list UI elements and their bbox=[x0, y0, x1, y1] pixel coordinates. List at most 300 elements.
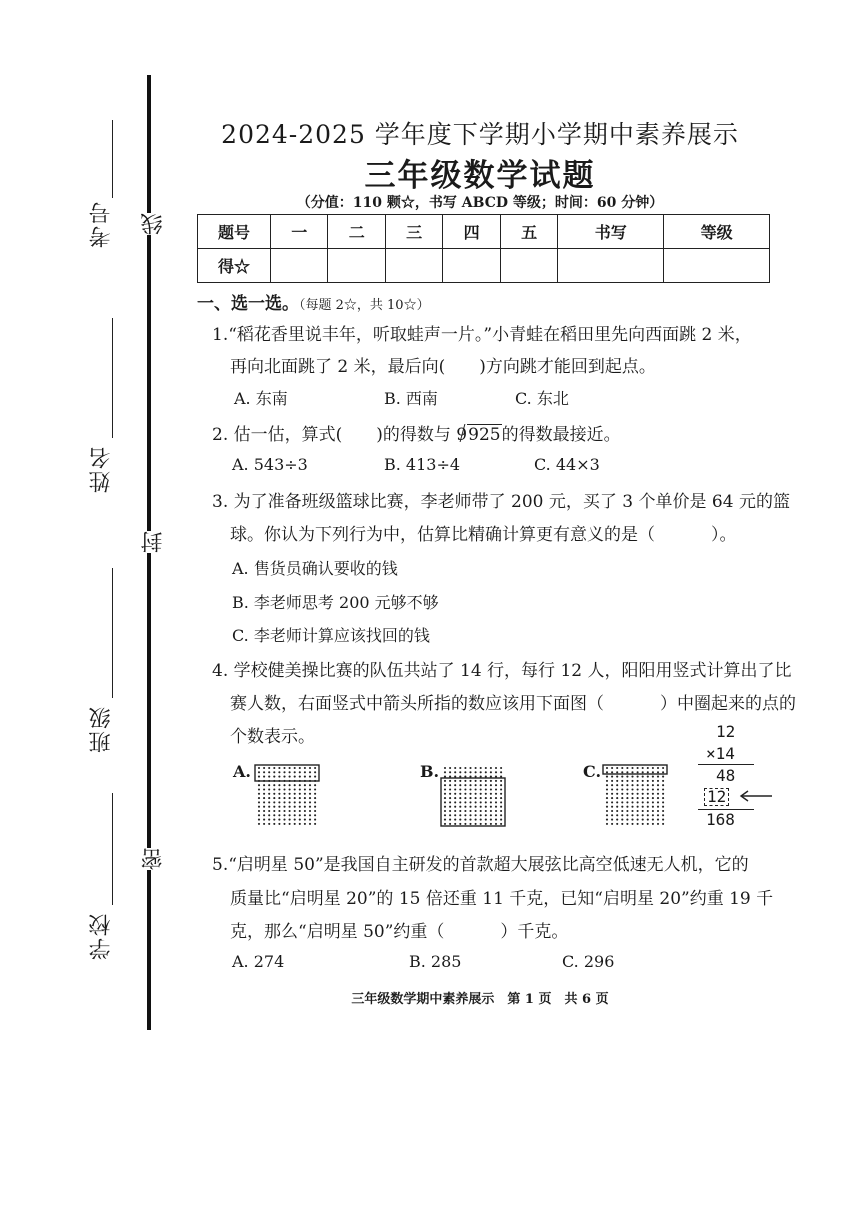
dot bbox=[304, 767, 306, 769]
dot bbox=[263, 771, 265, 773]
q1-option-c[interactable]: C. 东北 bbox=[515, 389, 569, 408]
dot bbox=[637, 810, 639, 812]
dot bbox=[314, 806, 316, 808]
dot bbox=[299, 810, 301, 812]
dot bbox=[657, 810, 659, 812]
dot bbox=[657, 823, 659, 825]
dot bbox=[454, 776, 456, 778]
dot bbox=[273, 793, 275, 795]
dot bbox=[652, 810, 654, 812]
dot bbox=[495, 797, 497, 799]
bind-word-feng: 封 bbox=[141, 531, 166, 553]
dot bbox=[283, 797, 285, 799]
q2-option-a[interactable]: A. 543÷3 bbox=[232, 455, 308, 474]
dot bbox=[611, 793, 613, 795]
dot bbox=[500, 819, 502, 821]
dot bbox=[652, 814, 654, 816]
dot bbox=[454, 788, 456, 790]
dot bbox=[469, 814, 471, 816]
dot bbox=[273, 767, 275, 769]
dot bbox=[299, 771, 301, 773]
dot bbox=[299, 776, 301, 778]
dot bbox=[459, 819, 461, 821]
dot bbox=[616, 823, 618, 825]
dot bbox=[642, 814, 644, 816]
dot bbox=[294, 780, 296, 782]
dot bbox=[454, 793, 456, 795]
dot bbox=[294, 776, 296, 778]
dot bbox=[294, 767, 296, 769]
dot bbox=[449, 810, 451, 812]
dot bbox=[611, 788, 613, 790]
dot bbox=[464, 776, 466, 778]
dot bbox=[495, 784, 497, 786]
dot bbox=[314, 814, 316, 816]
dot bbox=[637, 771, 639, 773]
dot bbox=[652, 776, 654, 778]
dot bbox=[444, 788, 446, 790]
dot bbox=[469, 767, 471, 769]
dot bbox=[611, 801, 613, 803]
dot bbox=[449, 814, 451, 816]
dot bbox=[314, 771, 316, 773]
dot bbox=[490, 806, 492, 808]
dot bbox=[309, 819, 311, 821]
dot bbox=[662, 780, 664, 782]
dot bbox=[273, 776, 275, 778]
dot bbox=[289, 810, 291, 812]
dot bbox=[283, 767, 285, 769]
dot bbox=[263, 784, 265, 786]
q1-option-a[interactable]: A. 东南 bbox=[234, 389, 288, 408]
score-table-score-row bbox=[198, 249, 770, 283]
dot bbox=[480, 814, 482, 816]
q1-line2-a: 再向北面跳了 2 米，最后向( bbox=[230, 357, 446, 377]
q3-option-c[interactable]: C. 李老师计算应该找回的钱 bbox=[232, 626, 430, 645]
dot bbox=[294, 814, 296, 816]
dot bbox=[485, 819, 487, 821]
dot bbox=[485, 793, 487, 795]
dot bbox=[485, 806, 487, 808]
dot bbox=[469, 788, 471, 790]
dot bbox=[289, 780, 291, 782]
score-table-header-row bbox=[198, 215, 770, 249]
dot bbox=[475, 788, 477, 790]
dot bbox=[464, 784, 466, 786]
q4-option-a-label[interactable]: A. bbox=[233, 762, 251, 781]
dot bbox=[647, 784, 649, 786]
dot bbox=[289, 788, 291, 790]
dot bbox=[637, 780, 639, 782]
q5-line3-b: ）千克。 bbox=[500, 922, 569, 942]
dot bbox=[637, 776, 639, 778]
dot bbox=[495, 771, 497, 773]
q4-option-c-dots bbox=[606, 767, 664, 825]
dot bbox=[657, 793, 659, 795]
dot bbox=[642, 776, 644, 778]
dot bbox=[449, 797, 451, 799]
q5-option-b[interactable]: B. 285 bbox=[409, 952, 462, 971]
dot bbox=[616, 776, 618, 778]
dot bbox=[480, 823, 482, 825]
dot bbox=[626, 819, 628, 821]
score-cell[interactable] bbox=[443, 249, 500, 283]
score-header-cell: 五 bbox=[500, 215, 557, 249]
dot bbox=[611, 784, 613, 786]
dot bbox=[464, 780, 466, 782]
dot bbox=[490, 767, 492, 769]
q4-option-a-dots bbox=[258, 767, 316, 825]
dot bbox=[289, 767, 291, 769]
dot bbox=[500, 814, 502, 816]
dot bbox=[283, 810, 285, 812]
dot bbox=[490, 797, 492, 799]
dot bbox=[444, 819, 446, 821]
score-table bbox=[197, 214, 770, 283]
dot bbox=[304, 780, 306, 782]
dot bbox=[606, 788, 608, 790]
dot bbox=[258, 806, 260, 808]
q4-line2-a: 赛人数，右面竖式中箭头所指的数应该用下面图（ bbox=[230, 694, 604, 714]
dot bbox=[304, 788, 306, 790]
dot bbox=[606, 823, 608, 825]
dot bbox=[642, 788, 644, 790]
q1-option-b[interactable]: B. 西南 bbox=[384, 389, 438, 408]
dot bbox=[304, 771, 306, 773]
dot bbox=[485, 810, 487, 812]
dot bbox=[258, 814, 260, 816]
dot bbox=[621, 823, 623, 825]
dot bbox=[268, 806, 270, 808]
dot bbox=[258, 788, 260, 790]
dot bbox=[657, 788, 659, 790]
dot bbox=[631, 797, 633, 799]
dot bbox=[631, 814, 633, 816]
dot bbox=[454, 780, 456, 782]
dot bbox=[444, 793, 446, 795]
dot bbox=[616, 793, 618, 795]
q3-option-a[interactable]: A. 售货员确认要收的钱 bbox=[232, 559, 398, 578]
dot bbox=[304, 819, 306, 821]
dot bbox=[616, 784, 618, 786]
dot bbox=[449, 806, 451, 808]
dot bbox=[480, 780, 482, 782]
dot bbox=[278, 819, 280, 821]
class-label: 班级 bbox=[89, 705, 114, 753]
dot bbox=[606, 819, 608, 821]
dot bbox=[294, 793, 296, 795]
q4-line1: 4. 学校健美操比赛的队伍共站了 14 行，每行 12 人，阳阳用竖式计算出了比 bbox=[212, 661, 792, 681]
dot bbox=[662, 801, 664, 803]
dot bbox=[480, 797, 482, 799]
dot bbox=[454, 806, 456, 808]
dot bbox=[263, 814, 265, 816]
dot bbox=[606, 814, 608, 816]
dot bbox=[299, 801, 301, 803]
score-cell[interactable] bbox=[328, 249, 385, 283]
dot bbox=[621, 806, 623, 808]
dot bbox=[652, 788, 654, 790]
name-label: 姓名 bbox=[89, 445, 114, 493]
score-cell[interactable] bbox=[500, 249, 557, 283]
dot bbox=[616, 797, 618, 799]
dot bbox=[475, 784, 477, 786]
dot bbox=[449, 788, 451, 790]
dot bbox=[500, 771, 502, 773]
dot bbox=[616, 780, 618, 782]
dot bbox=[652, 823, 654, 825]
dot bbox=[631, 767, 633, 769]
dot bbox=[289, 814, 291, 816]
dot bbox=[449, 819, 451, 821]
dot bbox=[642, 819, 644, 821]
dot bbox=[278, 788, 280, 790]
dot bbox=[657, 806, 659, 808]
q5-line3-a: 克，那么“启明星 50”约重（ bbox=[230, 922, 445, 942]
q5-option-c[interactable]: C. 296 bbox=[562, 952, 615, 971]
dot bbox=[611, 771, 613, 773]
dot bbox=[273, 806, 275, 808]
dot bbox=[268, 771, 270, 773]
q4-option-b-label[interactable]: B. bbox=[420, 762, 440, 781]
dot bbox=[469, 776, 471, 778]
dot bbox=[485, 771, 487, 773]
dot bbox=[283, 801, 285, 803]
bind-word-xian: 线 bbox=[141, 213, 166, 235]
dot bbox=[268, 823, 270, 825]
dot bbox=[621, 776, 623, 778]
dot bbox=[258, 780, 260, 782]
dot bbox=[469, 810, 471, 812]
dot bbox=[309, 788, 311, 790]
dot bbox=[444, 776, 446, 778]
exam-title-line1: 2024-2025 学年度下学期小学期中素养展示 bbox=[221, 120, 739, 149]
dot bbox=[278, 806, 280, 808]
dot bbox=[647, 767, 649, 769]
q3-line1: 3. 为了准备班级篮球比赛，李老师带了 200 元，买了 3 个单价是 64 元的篮 bbox=[212, 492, 790, 512]
dot bbox=[258, 819, 260, 821]
dot bbox=[611, 806, 613, 808]
dot bbox=[642, 806, 644, 808]
dot bbox=[263, 788, 265, 790]
dot bbox=[273, 810, 275, 812]
dot bbox=[631, 771, 633, 773]
dot bbox=[459, 780, 461, 782]
dot bbox=[283, 819, 285, 821]
dot bbox=[637, 767, 639, 769]
dot bbox=[449, 776, 451, 778]
dot bbox=[662, 767, 664, 769]
dot bbox=[606, 767, 608, 769]
dot bbox=[304, 793, 306, 795]
dot bbox=[299, 784, 301, 786]
q2-option-b[interactable]: B. 413÷4 bbox=[384, 455, 461, 474]
dot bbox=[294, 806, 296, 808]
dot bbox=[647, 771, 649, 773]
score-header-cell: 四 bbox=[443, 215, 500, 249]
dot bbox=[444, 780, 446, 782]
dot bbox=[500, 788, 502, 790]
dot bbox=[454, 819, 456, 821]
dot bbox=[662, 776, 664, 778]
dot bbox=[647, 780, 649, 782]
q4-line2-b: ）中圈起来的点的 bbox=[660, 694, 796, 714]
dot bbox=[611, 810, 613, 812]
dot bbox=[444, 797, 446, 799]
dot bbox=[475, 780, 477, 782]
dot bbox=[449, 784, 451, 786]
dot bbox=[314, 823, 316, 825]
dot bbox=[631, 776, 633, 778]
section-1-note: （每题 2☆，共 10☆） bbox=[299, 298, 430, 313]
dot bbox=[637, 819, 639, 821]
score-header-cell: 等级 bbox=[664, 215, 770, 249]
dot bbox=[637, 806, 639, 808]
dot bbox=[444, 814, 446, 816]
dot bbox=[469, 801, 471, 803]
dot bbox=[606, 801, 608, 803]
q2-option-c[interactable]: C. 44×3 bbox=[534, 455, 600, 474]
q5-option-a[interactable]: A. 274 bbox=[232, 952, 285, 971]
dot bbox=[283, 823, 285, 825]
dot bbox=[490, 780, 492, 782]
exam-subtitle: （分值：110 颗☆，书写 ABCD 等级；时间：60 分钟） bbox=[296, 195, 664, 211]
name-blank bbox=[112, 318, 113, 438]
dot bbox=[314, 784, 316, 786]
q4-option-c-dot-array[interactable] bbox=[600, 763, 670, 829]
dot bbox=[258, 801, 260, 803]
dot bbox=[626, 823, 628, 825]
dot bbox=[626, 767, 628, 769]
dot bbox=[662, 797, 664, 799]
score-cell[interactable] bbox=[664, 249, 770, 283]
dot bbox=[278, 776, 280, 778]
dot bbox=[289, 806, 291, 808]
dot bbox=[611, 819, 613, 821]
score-cell[interactable] bbox=[271, 249, 328, 283]
dot bbox=[263, 776, 265, 778]
q2-division-bracket bbox=[467, 424, 501, 445]
dot bbox=[611, 797, 613, 799]
dot bbox=[278, 784, 280, 786]
dot bbox=[485, 767, 487, 769]
dot bbox=[631, 823, 633, 825]
dot bbox=[631, 788, 633, 790]
dot bbox=[662, 771, 664, 773]
score-header-cell: 二 bbox=[328, 215, 385, 249]
dot bbox=[490, 793, 492, 795]
dot bbox=[294, 823, 296, 825]
dot bbox=[309, 823, 311, 825]
dot bbox=[459, 767, 461, 769]
dot bbox=[495, 801, 497, 803]
dot bbox=[662, 810, 664, 812]
dot bbox=[475, 771, 477, 773]
dot bbox=[637, 823, 639, 825]
q4-option-c-label[interactable]: C. bbox=[583, 762, 602, 781]
dot bbox=[652, 767, 654, 769]
dot bbox=[616, 819, 618, 821]
score-cell[interactable] bbox=[558, 249, 664, 283]
dot bbox=[475, 823, 477, 825]
dot bbox=[304, 776, 306, 778]
dot bbox=[294, 801, 296, 803]
dot bbox=[626, 801, 628, 803]
dot bbox=[309, 793, 311, 795]
q4-option-a-dot-array[interactable] bbox=[252, 763, 322, 829]
q4-vertical-calc bbox=[690, 722, 760, 832]
dot bbox=[642, 797, 644, 799]
dot bbox=[454, 767, 456, 769]
dot bbox=[459, 793, 461, 795]
dot bbox=[294, 810, 296, 812]
dot bbox=[449, 767, 451, 769]
dot bbox=[309, 797, 311, 799]
dot bbox=[299, 797, 301, 799]
q3-line2-b: ）。 bbox=[711, 525, 737, 545]
dot bbox=[485, 784, 487, 786]
dot bbox=[621, 819, 623, 821]
dot bbox=[616, 788, 618, 790]
dot bbox=[294, 797, 296, 799]
q3-option-b[interactable]: B. 李老师思考 200 元够不够 bbox=[232, 593, 439, 612]
page-footer: 三年级数学期中素养展示 第 1 页 共 6 页 bbox=[351, 992, 609, 1007]
dot bbox=[495, 793, 497, 795]
score-cell[interactable] bbox=[385, 249, 442, 283]
dot bbox=[299, 806, 301, 808]
dot bbox=[616, 771, 618, 773]
dot bbox=[268, 784, 270, 786]
dot bbox=[289, 797, 291, 799]
dot bbox=[268, 793, 270, 795]
dot bbox=[289, 776, 291, 778]
dot bbox=[490, 801, 492, 803]
dot bbox=[278, 814, 280, 816]
dot bbox=[621, 767, 623, 769]
dot bbox=[464, 814, 466, 816]
dot bbox=[299, 819, 301, 821]
dot bbox=[616, 767, 618, 769]
dot bbox=[263, 797, 265, 799]
dot bbox=[459, 810, 461, 812]
dot bbox=[299, 793, 301, 795]
dot bbox=[304, 810, 306, 812]
dot bbox=[662, 814, 664, 816]
dot bbox=[475, 793, 477, 795]
dot bbox=[464, 806, 466, 808]
dot bbox=[611, 823, 613, 825]
dot bbox=[283, 784, 285, 786]
q2-text-c: 的得数最接近。 bbox=[501, 425, 621, 445]
q4-option-b-dot-array[interactable] bbox=[438, 763, 508, 829]
dot bbox=[652, 801, 654, 803]
q1-line2-b: )方向跳才能回到起点。 bbox=[479, 357, 656, 377]
dot bbox=[642, 780, 644, 782]
dot bbox=[637, 788, 639, 790]
dot bbox=[631, 784, 633, 786]
dot bbox=[621, 797, 623, 799]
dot bbox=[621, 810, 623, 812]
dot bbox=[475, 819, 477, 821]
dot bbox=[621, 793, 623, 795]
dot bbox=[289, 823, 291, 825]
dot bbox=[611, 776, 613, 778]
calc-top: 12 bbox=[716, 722, 736, 741]
dot bbox=[500, 797, 502, 799]
dot bbox=[268, 814, 270, 816]
dot bbox=[606, 780, 608, 782]
dot bbox=[314, 793, 316, 795]
